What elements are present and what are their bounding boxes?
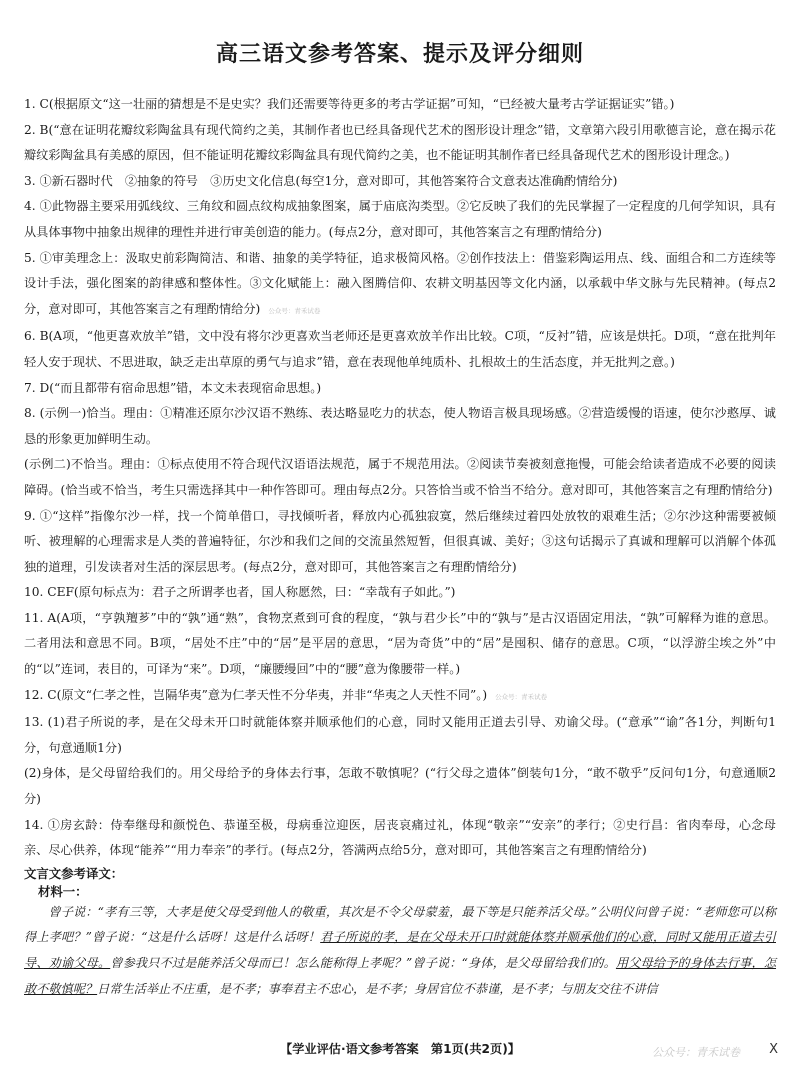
answer-3: 3. ①新石器时代 ②抽象的符号 ③历史文化信息(每空1分，意对即可，其他答案符合文意表达准确酌情给分) bbox=[24, 173, 618, 188]
answer-13-part-1: 13. (1)君子所说的孝，是在父母未开口时就能体察并顺承他们的心意，同时又能用正道去引导、劝谕父母。(“意承”“谕”各1分，判断句1分，句意通顺1分) bbox=[24, 715, 776, 755]
translation-underlined-2: 用父母给予的身体去行事，怎敢不敬慎呢？ bbox=[24, 956, 777, 996]
answer-10: 10. CEF(原句标点为：君子之所谓孝也者，国人称愿然，曰：“幸哉有子如此。”) bbox=[24, 585, 456, 600]
answer-8-example-1: 8. (示例一)恰当。理由：①精准还原尔沙汉语不熟练、表达略显吃力的状态，使人物语言极具现场感。②营造缓慢的语速，使尔沙憨厚、诚恳的形象更加鲜明生动。 bbox=[24, 406, 776, 446]
watermark-1: 公众号：青禾试卷 bbox=[268, 306, 321, 315]
translation-part-5: 日常生活举止不庄重，是不孝；事奉君主不忠心，是不孝；身居官位不恭谨，是不孝；与朋友交往不讲信 bbox=[97, 981, 658, 996]
answer-list bbox=[24, 92, 776, 864]
answer-5 bbox=[24, 246, 776, 325]
translation-part-1: 曾子说：“孝有三等，大孝是使父母受到他人的敬重，其次是不令父母蒙羞，最下等是只能养活父母。”公明仪问曾子说：“老师您可以称得上孝吧？”曾子说：“这是什么话呀！这是什么话呀！ bbox=[24, 904, 776, 945]
page-footer: 【学业评估·语文参考答案 第1页(共2页)】 bbox=[280, 1042, 520, 1056]
answer-14: 14. ①房玄龄：侍奉继母和颜悦色、恭谨至极，母病垂泣迎医，居丧哀痛过礼，体现“敬亲”“安亲”的孝行；②史行昌：省肉奉母，心念母亲、尽心供养，体现“能养”“用力奉亲”的孝行。(每点2分，答满两点给5分，意对即可，其他答案言之有理酌情给分) bbox=[24, 817, 776, 858]
answer-5-text: 5. ①审美理念上：汲取史前彩陶简洁、和谐、抽象的美学特征，追求极简风格。②创作技法上：借鉴彩陶运用点、线、面组合和二方连续等设计手法，强化图案的韵律感和整体性。③文化赋能上：融入图腾信仰、农耕文明基因等文化内涵，以承载中华文脉与先民精神。(每点2分，意对即可，其他答案言之有理酌情给分) bbox=[24, 250, 776, 316]
answer-13-part-2: (2)身体，是父母留给我们的。用父母给予的身体去行事，怎敢不敬慎呢？(“行父母之遗体”倒装句1分，“敢不敬乎”反问句1分，句意通顺2分) bbox=[24, 766, 776, 807]
answer-9: 9. ①“这样”指像尔沙一样，找一个简单借口，寻找倾听者，释放内心孤独寂寞，然后继续过着四处放牧的艰难生活；②尔沙这种需要被倾听、被理解的心理需求是人类的普遍特征，尔沙和我们之间的交流虽然短暂，但很真诚、美好；③这句话揭示了真诚和理解可以消解个体孤独的道理，引发读者对生活的深层思考。(每点2分，意对即可，其他答案言之有理酌情给分) bbox=[24, 508, 776, 574]
answer-12 bbox=[24, 683, 776, 711]
translation-underlined-1: 君子所说的孝，是在父母未开口时就能体察并顺承他们的心意，同时又能用正道去引导、劝谕父母。 bbox=[24, 930, 776, 970]
footer-mark: X bbox=[769, 1042, 778, 1057]
translation-material-1 bbox=[24, 900, 776, 1002]
answer-2: 2. B(“意在证明花瓣纹彩陶盆具有现代简约之美，其制作者也已经具备现代艺术的图形设计理念”错，文章第六段引用歌德言论，意在揭示花瓣纹彩陶盆具有美感的原因，但不能证明花瓣纹彩陶盆具有现代简约之美，也不能证明其制作者已经具备现代艺术的图形设计理念。) bbox=[24, 122, 776, 163]
answer-6: 6. B(A项，“他更喜欢放羊”错，文中没有将尔沙更喜欢当老师还是更喜欢放羊作出比较。C项，“反衬”错，应该是烘托。D项，“意在批判年轻人安于现状、不思进取，缺乏走出草原的勇气与追求”错，意在表现他单纯质朴、扎根故土的生活态度，并无批判之意。) bbox=[24, 329, 776, 369]
answer-4: 4. ①此物器主要采用弧线纹、三角纹和圆点纹构成抽象图案，属于庙底沟类型。②它反映了我们的先民掌握了一定程度的几何学知识，具有从具体事物中抽象出规律的理性并进行审美创造的能力。(每点2分，意对即可，其他答案言之有理酌情给分) bbox=[24, 199, 776, 239]
page-title: 高三语文参考答案、提示及评分细则 bbox=[215, 42, 584, 67]
translation-part-3: 曾参我只不过是能养活父母而已！怎么能称得上孝呢？”曾子说：“身体，是父母留给我们的。 bbox=[110, 956, 616, 970]
answer-12-text: 12. C(原文“仁孝之性，岂隔华夷”意为仁孝天性不分华夷，并非“华夷之人天性不同”。) bbox=[24, 687, 488, 702]
translation-heading: 文言文参考译文： bbox=[24, 865, 124, 881]
answer-1: 1. C(根据原文“这一壮丽的猜想是不是史实？我们还需要等待更多的考古学证据”可知，“已经被大量考古学证据证实”错。) bbox=[24, 97, 675, 111]
footer-watermark: 公众号：青禾试卷 bbox=[652, 1046, 740, 1059]
answer-7: 7. D(“而且都带有宿命思想”错，本文未表现宿命思想。) bbox=[24, 380, 322, 395]
answer-8-example-2: (示例二)不恰当。理由：①标点使用不符合现代汉语语法规范，属于不规范用法。②阅读节奏被刻意拖慢，可能会给读者造成不必要的阅读障碍。(恰当或不恰当，考生只需选择其中一种作答即可。理由每点2分。只答恰当或不恰当不给分。意对即可，其他答案言之有理酌情给分) bbox=[24, 457, 776, 497]
answer-11: 11. A(A项，“亨孰羶芗”中的“孰”通“熟”，食物烹煮到可食的程度，“孰与君少长”中的“孰与”是古汉语固定用法，“孰”可解释为谁的意思。二者用法和意思不同。B项，“居处不庄”中的“居”是平居的意思，“居为奇货”中的“居”是囤积、储存的意思。C项，“以浮游尘埃之外”中的“以”连词，表目的，可译为“来”。D项，“廉腰缦回”中的“腰”意为像腰带一样。) bbox=[24, 610, 776, 677]
material-heading: 材料一： bbox=[38, 883, 88, 899]
watermark-2: 公众号：青禾试卷 bbox=[495, 692, 548, 701]
